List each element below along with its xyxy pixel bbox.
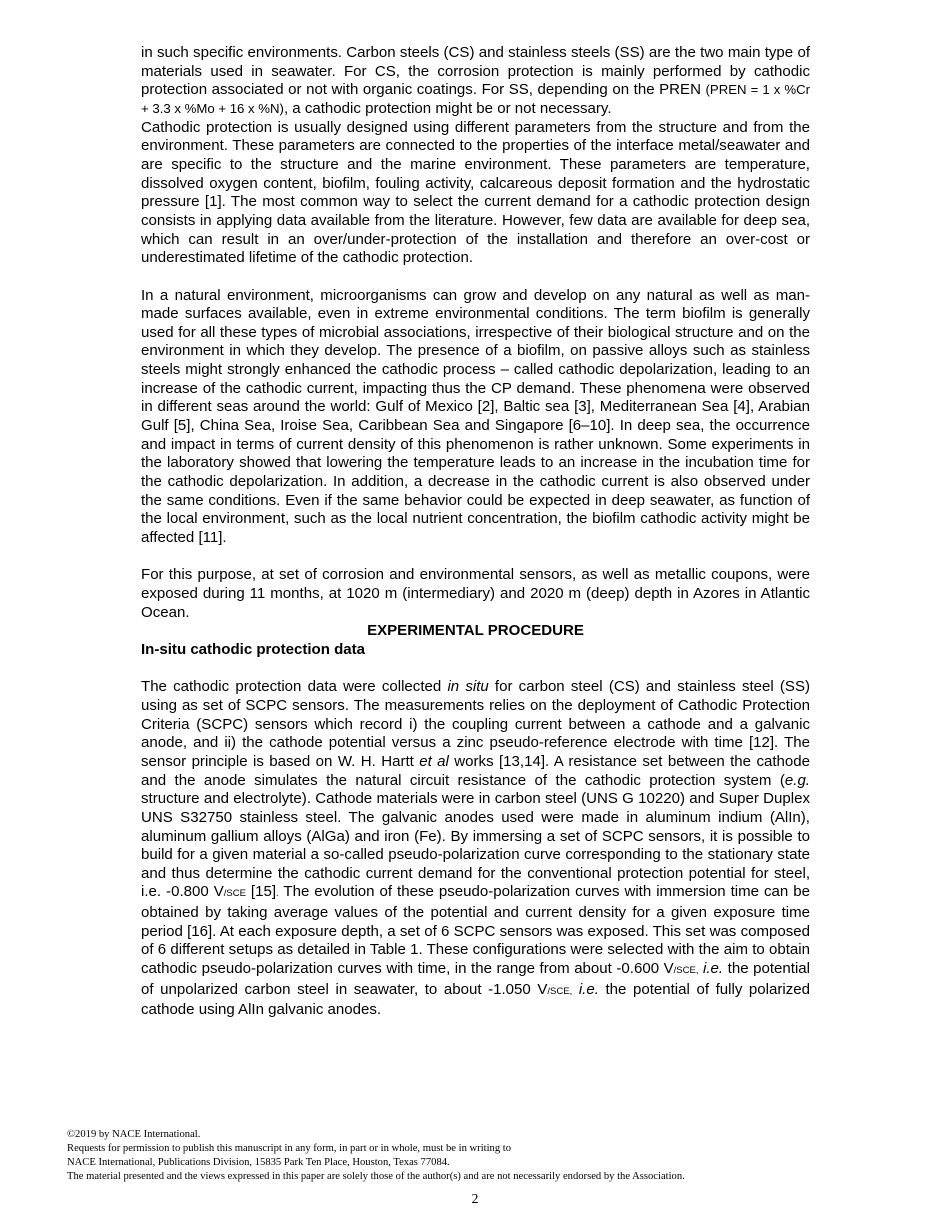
copyright-footer [67,1128,887,1184]
text-span: structure and electrolyte). Cathode materials were in carbon steel (UNS G 10220) and Super Duplex UNS S32750 stainless steel. The galvanic anodes used were made in aluminum indium (AlIn), aluminum gallium alloys (AlGa) and iron (Fe). By immersing a set of SCPC sensors, it is possible to build for a given material a so-called pseudo-polarization curve corresponding to the stationary state and thus determine the cathodic current demand for the conventional protection potential for steel, i.e. -0.800 V [141,790,810,901]
section-heading: EXPERIMENTAL PROCEDURE [367,622,584,640]
paragraph-insitu-data [141,678,810,1020]
text-span: [15] [245,883,277,901]
subscript-span: . [276,888,279,900]
footer-permission: Requests for permission to publish this manuscript in any form, in part or in whole, must be in writing to [67,1143,512,1154]
paragraph-cathodic-protection: Cathodic protection is usually designed using different parameters from the structure and from the environment. These parameters are connected to the properties of the interface metal/seawater and are specific to the structure and the marine environment. These parameters are temperature, dissolved oxygen content, biofilm, fouling activity, calcareous deposit formation and the hydrostatic pressure [1]. The most common way to select the current demand for a cathodic protection design consists in applying data available from the literature. However, few data are available for deep sea, which can result in an over/under-protection of the installation and therefore an over-cost or underestimated lifetime of the cathodic protection. [141,118,810,267]
footer-address: NACE International, Publications Division, 15835 Park Ten Place, Houston, Texas 77084. [67,1157,450,1168]
italic-span: et al [419,752,449,770]
paragraph-biofilm: In a natural environment, microorganisms can grow and develop on any natural as well as man-made surfaces available, even in extreme environmental conditions. The term biofilm is generally used for all these types of microbial associations, irrespective of their biological structure and on the environment in which they develop. The presence of a biofilm, on passive alloys such as stainless steels might strongly enhanced the cathodic process – called cathodic depolarization, leading to an increase of the cathodic current, impacting thus the CP demand. These phenomena were observed in different seas around the world: Gulf of Mexico [2], Baltic sea [3], Mediterranean Sea [4], Arabian Gulf [5], China Sea, Iroise Sea, Caribbean Sea and Singapore [6–10]. In deep sea, the occurrence and impact in terms of current density of this phenomenon is rather unknown. Some experiments in the laboratory showed that lowering the temperature leads to an increase in the incubation time for the cathodic depolarization. In addition, a decrease in the cathodic current is also observed under the same conditions. Even if the same behavior could be expected in deep seawater, as function of the local environment, such as the local nutrient concentration, the biofilm cathodic activity might be affected [11]. [141,286,810,547]
text-span: for carbon steel (CS) and stainless steel (SS) using as set of SCPC sensors. The measurements relies on the deployment of Cathodic Protection Criteria (SCPC) sensors which record i) the coupling current between a cathode and a galvanic anode, and ii) the cathode potential versus a zinc pseudo-reference electrode with time [12]. The sensor principle is based on W. H. Hartt [141,678,811,770]
paragraph-intro [141,44,810,119]
subscript-span: /SCE [223,888,246,900]
paragraph-intro-text: in such specific environments. Carbon steels (CS) and stainless steels (SS) are the two main type of materials used in seawater. For CS, the corrosion protection is mainly performed by cathodic protection associated or not with organic coatings. For SS, depending on the PREN [141,44,810,99]
pren-formula: (PREN = 1 x %Cr + 3.3 x %Mo + 16 x %N) [141,82,810,116]
text-span: The evolution of these pseudo-polarization curves with immersion time can be obtained by taking average values of the potential and current density for a given exposure time period [16]. At each exposure depth, a set of 6 SCPC sensors was exposed. This set was composed of 6 different setups as detailed in Table 1. These configurations were selected with the aim to obtain cathodic pseudo-polarization curves with time, in the range from about -0.600 V [141,883,810,978]
italic-span: i.e. [572,980,599,998]
paragraph-purpose: For this purpose, at set of corrosion and environmental sensors, as well as metallic coupons, were exposed during 11 months, at 1020 m (intermediary) and 2020 m (deep) depth in Azores in Atlantic Ocean. [141,566,810,621]
italic-span: in situ [447,678,489,696]
body-text [141,44,810,1020]
subscript-span: /SCE, [547,985,573,997]
text-span: the potential of fully polarized cathode using AlIn galvanic anodes. [141,980,810,1019]
text-span: the potential of unpolarized carbon steel in seawater, to about -1.050 V [141,960,810,998]
page-number: 2 [471,1191,479,1206]
italic-span: i.e. [698,960,724,978]
footer-disclaimer: The material presented and the views expressed in this paper are solely those of the author(s) and are not necessarily endorsed by the Association. [67,1171,685,1182]
italic-span: e.g. [784,771,810,789]
text-span: The cathodic protection data were collected [141,678,448,696]
footer-copyright: ©2019 by NACE International. [67,1129,201,1140]
subsection-heading: In-situ cathodic protection data [141,640,366,658]
subscript-span: /SCE, [673,965,699,977]
paragraph-intro-tail: , a cathodic protection might be or not necessary. [283,99,612,117]
text-span: works [13,14]. A resistance set between the cathode and the anode simulates the natural circuit resistance of the cathodic protection system ( [141,752,810,789]
